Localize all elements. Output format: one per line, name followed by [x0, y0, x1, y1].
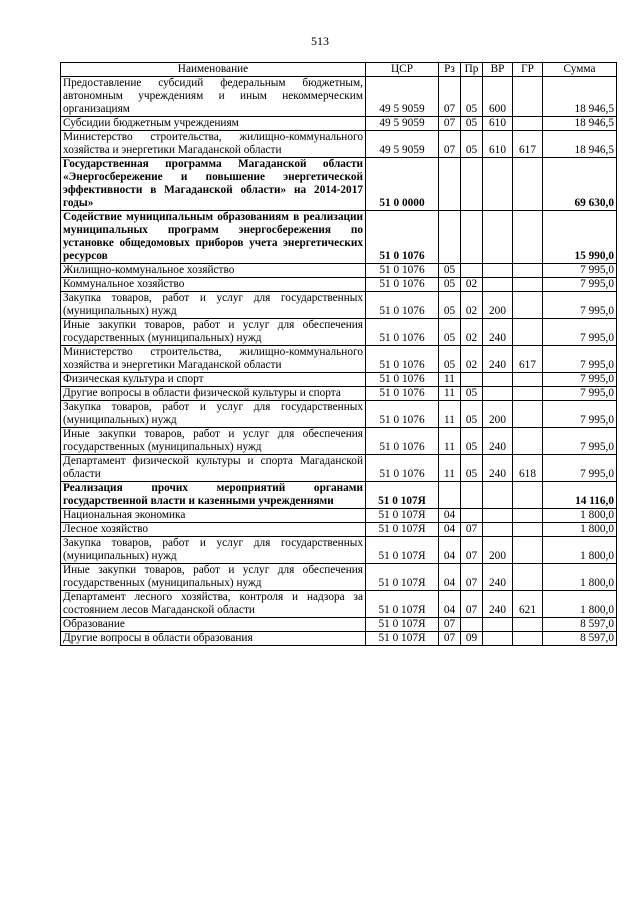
cell-sum: 7 995,0 [543, 373, 617, 387]
cell-vr [483, 618, 513, 632]
table-row [61, 632, 617, 646]
cell-name: Иные закупки товаров, работ и услуг для обеспечения государственных (муниципальных) нужд [61, 319, 366, 346]
cell-name: Содействие муниципальным образованиям в реализации муниципальных программ энергосбережения по установке общедомовых приборов учета энергетических ресурсов [61, 211, 366, 264]
cell-pr: 07 [461, 523, 483, 537]
cell-sum: 1 800,0 [543, 537, 617, 564]
cell-csr: 51 0 107Я [366, 537, 439, 564]
cell-name: Образование [61, 618, 366, 632]
cell-gr [513, 401, 543, 428]
cell-rz [439, 482, 461, 509]
cell-gr: 618 [513, 455, 543, 482]
table-row [61, 278, 617, 292]
cell-csr: 51 0 1076 [366, 278, 439, 292]
cell-rz: 05 [439, 319, 461, 346]
cell-gr [513, 482, 543, 509]
cell-rz: 07 [439, 618, 461, 632]
cell-rz: 05 [439, 278, 461, 292]
cell-vr: 610 [483, 131, 513, 158]
cell-rz [439, 211, 461, 264]
table-row [61, 387, 617, 401]
table-row [61, 158, 617, 211]
cell-name: Предоставление субсидий федеральным бюджетным, автономным учреждениям и иным некоммерческим организациям [61, 77, 366, 117]
cell-rz: 04 [439, 523, 461, 537]
cell-sum: 8 597,0 [543, 618, 617, 632]
cell-name: Закупка товаров, работ и услуг для государственных (муниципальных) нужд [61, 292, 366, 319]
cell-name: Лесное хозяйство [61, 523, 366, 537]
cell-name: Физическая культура и спорт [61, 373, 366, 387]
column-header-csr: ЦСР [366, 63, 439, 77]
cell-name: Субсидии бюджетным учреждениям [61, 117, 366, 131]
cell-csr: 51 0 1076 [366, 211, 439, 264]
cell-name: Иные закупки товаров, работ и услуг для обеспечения государственных (муниципальных) нужд [61, 428, 366, 455]
cell-gr [513, 387, 543, 401]
cell-vr: 240 [483, 428, 513, 455]
cell-vr [483, 158, 513, 211]
table-row [61, 264, 617, 278]
cell-csr: 51 0 1076 [366, 387, 439, 401]
cell-vr: 610 [483, 117, 513, 131]
cell-pr: 05 [461, 77, 483, 117]
cell-gr [513, 264, 543, 278]
cell-csr: 51 0 107Я [366, 523, 439, 537]
cell-sum: 7 995,0 [543, 292, 617, 319]
page-number: 513 [311, 34, 329, 48]
cell-gr [513, 509, 543, 523]
table-row [61, 618, 617, 632]
cell-pr [461, 509, 483, 523]
cell-vr: 200 [483, 537, 513, 564]
table-row [61, 292, 617, 319]
cell-vr [483, 211, 513, 264]
cell-sum: 7 995,0 [543, 455, 617, 482]
cell-rz: 11 [439, 401, 461, 428]
cell-vr: 200 [483, 292, 513, 319]
cell-gr [513, 117, 543, 131]
cell-gr: 617 [513, 131, 543, 158]
cell-sum: 7 995,0 [543, 278, 617, 292]
cell-rz: 05 [439, 264, 461, 278]
cell-vr [483, 523, 513, 537]
cell-vr: 600 [483, 77, 513, 117]
cell-gr [513, 319, 543, 346]
cell-name: Министерство строительства, жилищно-коммунального хозяйства и энергетики Магаданской области [61, 346, 366, 373]
table-row [61, 401, 617, 428]
cell-sum: 7 995,0 [543, 387, 617, 401]
cell-csr: 51 0 1076 [366, 373, 439, 387]
cell-name: Департамент физической культуры и спорта Магаданской области [61, 455, 366, 482]
cell-csr: 51 0 107Я [366, 591, 439, 618]
cell-name: Иные закупки товаров, работ и услуг для обеспечения государственных (муниципальных) нужд [61, 564, 366, 591]
cell-pr [461, 482, 483, 509]
cell-rz: 07 [439, 632, 461, 646]
cell-sum: 18 946,5 [543, 117, 617, 131]
cell-sum: 69 630,0 [543, 158, 617, 211]
cell-pr [461, 618, 483, 632]
cell-sum: 7 995,0 [543, 346, 617, 373]
cell-rz: 11 [439, 373, 461, 387]
cell-pr: 05 [461, 387, 483, 401]
cell-pr: 07 [461, 564, 483, 591]
cell-gr [513, 158, 543, 211]
table-header-row [61, 63, 617, 77]
cell-gr [513, 618, 543, 632]
cell-csr: 51 0 1076 [366, 455, 439, 482]
cell-vr: 240 [483, 319, 513, 346]
cell-gr [513, 292, 543, 319]
cell-name: Национальная экономика [61, 509, 366, 523]
cell-rz: 11 [439, 455, 461, 482]
table-body [61, 77, 617, 646]
cell-pr: 02 [461, 278, 483, 292]
table-row [61, 373, 617, 387]
table-row [61, 319, 617, 346]
cell-gr [513, 77, 543, 117]
cell-name: Реализация прочих мероприятий органами государственной власти и казенными учреждениями [61, 482, 366, 509]
cell-csr: 51 0 107Я [366, 632, 439, 646]
cell-sum: 18 946,5 [543, 77, 617, 117]
cell-name: Министерство строительства, жилищно-коммунального хозяйства и энергетики Магаданской области [61, 131, 366, 158]
table-row [61, 537, 617, 564]
table-row [61, 564, 617, 591]
cell-pr: 05 [461, 401, 483, 428]
cell-name: Другие вопросы в области физической культуры и спорта [61, 387, 366, 401]
cell-vr: 200 [483, 401, 513, 428]
table-row [61, 346, 617, 373]
cell-name: Закупка товаров, работ и услуг для государственных (муниципальных) нужд [61, 401, 366, 428]
cell-sum: 7 995,0 [543, 428, 617, 455]
cell-name: Государственная программа Магаданской области «Энергосбережение и повышение энергетической эффективности в Магаданской области» на 2014-2017 годы» [61, 158, 366, 211]
cell-csr: 49 5 9059 [366, 77, 439, 117]
cell-rz: 07 [439, 117, 461, 131]
cell-csr: 51 0 107Я [366, 618, 439, 632]
cell-gr [513, 373, 543, 387]
cell-vr [483, 278, 513, 292]
cell-csr: 51 0 0000 [366, 158, 439, 211]
cell-rz: 04 [439, 509, 461, 523]
cell-sum: 1 800,0 [543, 564, 617, 591]
cell-vr: 240 [483, 591, 513, 618]
cell-gr [513, 632, 543, 646]
cell-sum: 15 990,0 [543, 211, 617, 264]
cell-sum: 7 995,0 [543, 264, 617, 278]
cell-csr: 51 0 1076 [366, 401, 439, 428]
cell-sum: 8 597,0 [543, 632, 617, 646]
column-header-sum: Сумма [543, 63, 617, 77]
cell-name: Департамент лесного хозяйства, контроля и надзора за состоянием лесов Магаданской области [61, 591, 366, 618]
table-row [61, 77, 617, 117]
cell-pr [461, 373, 483, 387]
budget-table [60, 62, 617, 646]
cell-gr [513, 523, 543, 537]
cell-csr: 51 0 1076 [366, 264, 439, 278]
cell-vr [483, 509, 513, 523]
column-header-vr: ВР [483, 63, 513, 77]
table-row [61, 455, 617, 482]
cell-pr: 09 [461, 632, 483, 646]
cell-pr: 05 [461, 131, 483, 158]
column-header-name: Наименование [61, 63, 366, 77]
cell-vr [483, 373, 513, 387]
cell-csr: 49 5 9059 [366, 117, 439, 131]
cell-rz: 07 [439, 131, 461, 158]
cell-gr [513, 428, 543, 455]
cell-name: Жилищно-коммунальное хозяйство [61, 264, 366, 278]
cell-rz: 07 [439, 77, 461, 117]
cell-csr: 51 0 107Я [366, 482, 439, 509]
column-header-pr: Пр [461, 63, 483, 77]
cell-rz: 11 [439, 387, 461, 401]
cell-gr: 617 [513, 346, 543, 373]
cell-gr [513, 278, 543, 292]
cell-pr: 02 [461, 346, 483, 373]
table-row [61, 117, 617, 131]
cell-rz: 11 [439, 428, 461, 455]
cell-gr [513, 564, 543, 591]
cell-vr [483, 264, 513, 278]
cell-gr [513, 537, 543, 564]
table-row [61, 482, 617, 509]
table-row [61, 591, 617, 618]
cell-pr: 05 [461, 428, 483, 455]
cell-vr [483, 632, 513, 646]
cell-vr [483, 482, 513, 509]
cell-vr: 240 [483, 346, 513, 373]
cell-sum: 7 995,0 [543, 401, 617, 428]
cell-csr: 51 0 107Я [366, 564, 439, 591]
cell-pr: 05 [461, 455, 483, 482]
table-row [61, 509, 617, 523]
cell-vr: 240 [483, 564, 513, 591]
cell-sum: 7 995,0 [543, 319, 617, 346]
cell-vr: 240 [483, 455, 513, 482]
cell-rz: 04 [439, 537, 461, 564]
cell-pr [461, 158, 483, 211]
cell-csr: 51 0 1076 [366, 319, 439, 346]
cell-csr: 51 0 107Я [366, 509, 439, 523]
cell-gr [513, 211, 543, 264]
cell-name: Закупка товаров, работ и услуг для государственных (муниципальных) нужд [61, 537, 366, 564]
cell-pr [461, 264, 483, 278]
cell-rz: 04 [439, 591, 461, 618]
cell-rz: 04 [439, 564, 461, 591]
table-row [61, 523, 617, 537]
cell-sum: 18 946,5 [543, 131, 617, 158]
cell-csr: 49 5 9059 [366, 131, 439, 158]
cell-sum: 1 800,0 [543, 509, 617, 523]
cell-csr: 51 0 1076 [366, 428, 439, 455]
cell-gr: 621 [513, 591, 543, 618]
cell-rz [439, 158, 461, 211]
cell-vr [483, 387, 513, 401]
table-row [61, 428, 617, 455]
cell-name: Коммунальное хозяйство [61, 278, 366, 292]
cell-rz: 05 [439, 292, 461, 319]
cell-pr: 05 [461, 117, 483, 131]
cell-sum: 1 800,0 [543, 523, 617, 537]
cell-csr: 51 0 1076 [366, 292, 439, 319]
column-header-gr: ГР [513, 63, 543, 77]
cell-csr: 51 0 1076 [366, 346, 439, 373]
cell-name: Другие вопросы в области образования [61, 632, 366, 646]
cell-rz: 05 [439, 346, 461, 373]
column-header-rz: Рз [439, 63, 461, 77]
cell-sum: 1 800,0 [543, 591, 617, 618]
cell-pr [461, 211, 483, 264]
cell-pr: 02 [461, 319, 483, 346]
cell-pr: 02 [461, 292, 483, 319]
table-row [61, 131, 617, 158]
cell-pr: 07 [461, 591, 483, 618]
cell-pr: 07 [461, 537, 483, 564]
cell-sum: 14 116,0 [543, 482, 617, 509]
table-row [61, 211, 617, 264]
